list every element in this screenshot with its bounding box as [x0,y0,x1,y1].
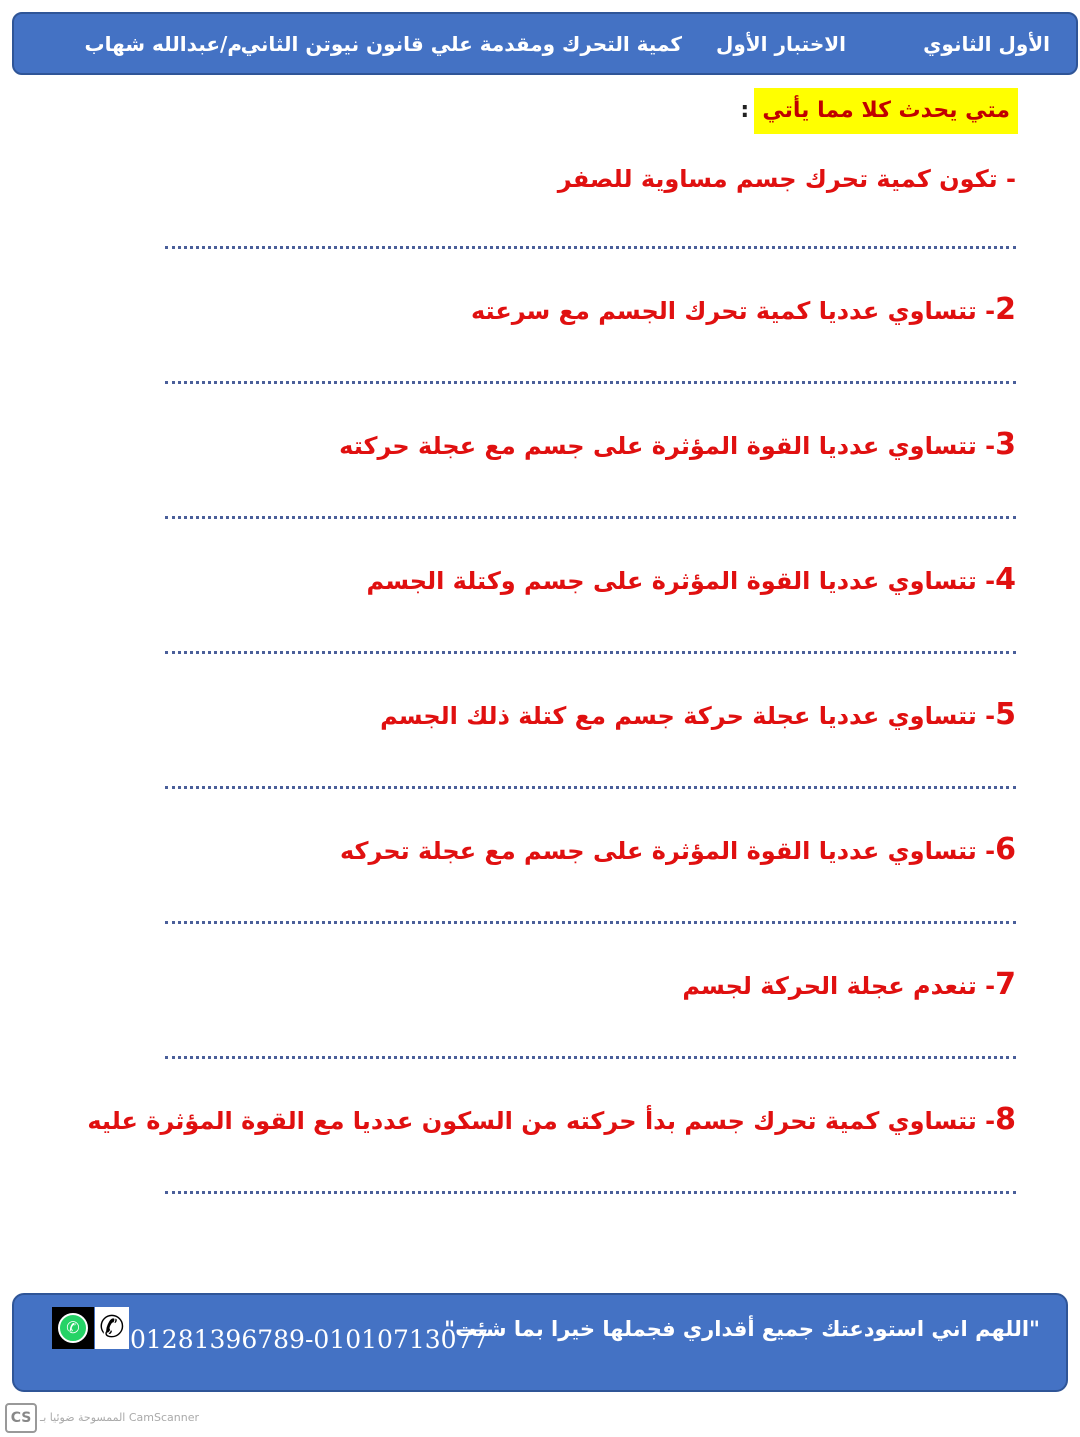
question-number: 7 [995,967,1016,1002]
question-number: 3 [995,427,1016,462]
question-number: 5 [995,697,1016,732]
question-7 [682,967,1016,1002]
question-text: - تتساوي عدديا عجلة حركة جسم مع كتلة ذلك الجسم [380,702,996,730]
answer-line-2[interactable] [165,381,1016,384]
question-number: 4 [995,562,1016,597]
camscanner-logo: CS [5,1403,37,1433]
footer-prayer: "اللهم اني استودعتك جميع أقداري فجملها خيرا بما شئت" [444,1317,1040,1341]
question-text: - تنعدم عجلة الحركة لجسم [682,972,996,1000]
answer-line-1[interactable] [165,246,1016,249]
question-5 [380,697,1016,732]
answer-line-3[interactable] [165,516,1016,519]
answer-line-8[interactable] [165,1191,1016,1194]
question-text: - تتساوي عدديا كمية تحرك الجسم مع سرعته [470,297,996,325]
question-2 [471,292,1016,327]
question-number: 2 [995,292,1016,327]
question-3 [339,427,1016,462]
question-number: 6 [995,832,1016,867]
question-4 [367,562,1016,597]
header-topic: كمية التحرك ومقدمة علي قانون نيوتن الثاني [240,32,682,56]
question-text: - تتساوي كمية تحرك جسم بدأ حركته من السكون عدديا مع القوة المؤثرة عليه [87,1107,996,1135]
page-footer [12,1293,1068,1392]
phone-icon: ✆ [95,1307,129,1349]
question-6 [340,832,1016,867]
answer-line-7[interactable] [165,1056,1016,1059]
question-text: - تكون كمية تحرك جسم مساوية للصفر [557,165,1016,193]
question-8 [87,1102,1016,1137]
header-exam: الاختبار الأول [715,32,846,56]
question-1 [558,160,1016,195]
question-text: - تتساوي عدديا القوة المؤثرة على جسم مع عجلة تحركه [339,837,996,865]
instruction-text: متي يحدث كلا مما يأتي [762,98,1010,123]
question-text: - تتساوي عدديا القوة المؤثرة على جسم مع عجلة حركته [339,432,996,460]
instruction-colon: : [740,98,750,123]
header-grade: الأول الثانوي [923,32,1050,56]
answer-line-4[interactable] [165,651,1016,654]
question-number: 8 [995,1102,1016,1137]
answer-line-6[interactable] [165,921,1016,924]
instruction-heading [740,88,1018,134]
whatsapp-icon: ✆ [52,1307,94,1349]
answer-line-5[interactable] [165,786,1016,789]
page-header [12,12,1078,75]
footer-phone-numbers: 01281396789-01010713077 [130,1325,489,1354]
question-text: - تتساوي عدديا القوة المؤثرة على جسم وكتلة الجسم [366,567,996,595]
header-teacher: م/عبدالله شهاب [84,32,242,56]
camscanner-text: الممسوحة ضوئيا بـ CamScanner [40,1411,199,1424]
